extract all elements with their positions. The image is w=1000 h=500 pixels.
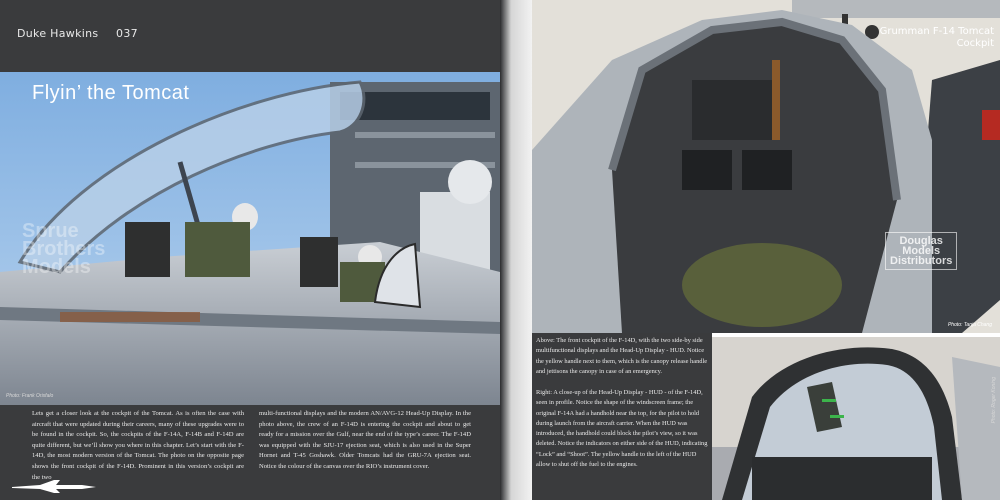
watermark-sprue-brothers [22,222,105,276]
page-gutter [500,0,532,500]
tomcat-silhouette-icon [10,476,100,494]
watermark-line: Douglas [899,235,943,247]
right-page [532,0,1000,500]
watermark-douglas-models [885,232,957,270]
author-name: Duke Hawkins [17,27,99,40]
watermark-line: Brothers [22,238,106,260]
watermark-line: Distributors [890,255,953,267]
watermark-line: Sprue [22,220,79,242]
photo-credit-bottom: Photo: Roger Koning [991,377,997,424]
page-number: 037 [116,27,138,40]
body-text-column-2: multi-functional displays and the modern AN/AVG-12 Head-Up Display. In the photo above, the crew of an F-14D is entering the cockpit and about to get ready for a mission over the Gulf, near the end of the type’s career. The F-14D was equipped with the SJU-17 ejection seat, which is also used in the Super Hornet and T-45 Goshawk. Older Tomcats had the GRU-7A ejection seat. Notice the colour of the canvas over the RIO’s instrument cover. [259,410,471,470]
caption-above: Above: The front cockpit of the F-14D, with the two side-by side multifunctional displays and the Head-Up Display - HUD. Notice the yellow handle next to them, which is the canopy release handle and jettisons the canopy in case of an emergency. [536,337,708,375]
chapter-title [880,26,994,50]
photo-hud-profile [712,337,1000,500]
caption-right: Right: A close-up of the Head-Up Display - HUD - of the F-14D, seen in profile. Notice the shape of the windscreen frame; the original F-14A had a handhold near the top, for the pilot to hold during launch from the aircraft carrier. When the HUD was introduced, the handhold could block the pilot’s view, so it was deleted. Notice the indicators on either side of the HUD, indicating “Lock” and “Shoot”. The yellow handle to the left of the HUD allow to shut off the fuel to the engines. [536,389,708,469]
body-text-column-1: Lets get a closer look at the cockpit of the Tomcat. As is often the case with aircraft that were updated during their careers, many of these upgrades were to be found in the cockpit. So, the cockpits of the F-14A, F-14B and F-14D are quite different, but we’ll show you where in this chapter. Let’s start with the F-14D, the most modern version of the Tomcat. The photo on the opposite page shows the front cockpit of the F-14D. Prominent in this version’s cockpit are the two [32,410,244,481]
photo-credit-left: Photo: Frank Orisfalo [6,393,54,399]
photo-credit-top: Photo: Tanja Chang [947,322,992,328]
section-title: Flyin’ the Tomcat [32,82,190,104]
running-header [17,27,138,40]
chapter-title-line: Cockpit [956,38,994,49]
watermark-line: Models [902,245,941,257]
chapter-title-line: Grumman F-14 Tomcat [879,26,994,37]
watermark-line: Models [22,256,91,278]
